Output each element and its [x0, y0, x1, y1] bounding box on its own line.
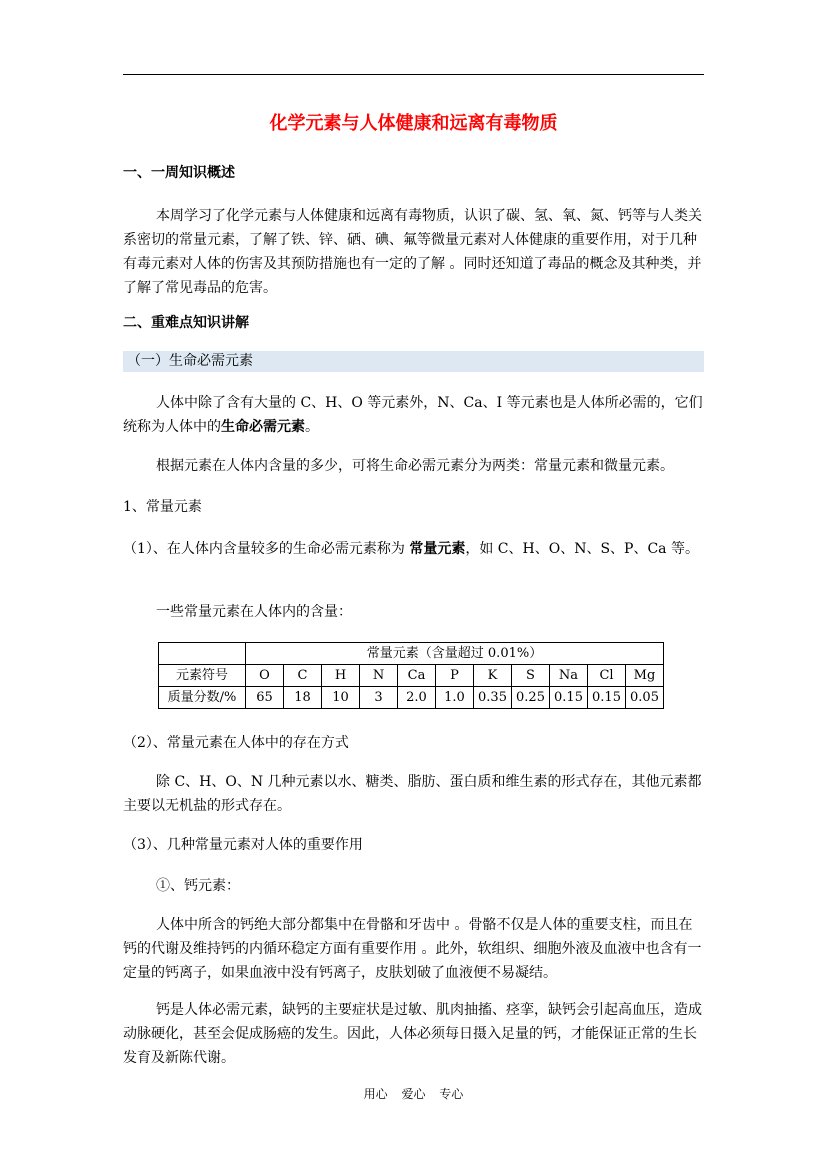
value-cell: 0.15: [588, 687, 626, 709]
classification-paragraph: 根据元素在人体内含量的多少，可将生命必需元素分为两类：常量元素和微量元素。: [156, 458, 674, 474]
symbol-cell: O: [246, 665, 284, 687]
value-cell: 18: [284, 687, 322, 709]
essential-elements-text: 人体中除了含有大量的 C、H、O 等元素外，N、Ca、I 等元素也是人体所必需的，它们统称为人体中的: [123, 395, 703, 435]
symbol-cell: S: [512, 665, 550, 687]
table-symbol-row: [159, 665, 664, 687]
section-1-paragraph: 本周学习了化学元素与人体健康和远离有毒物质，认识了碳、氢、氧、氮、钙等与人类关系密切的常量元素，了解了铁、锌、硒、碘、氟等微量元素对人体健康的重要作用，对于几种有毒元素对人体的伤害及其预防措施也有一定的了解 。同时还知道了毒品的概念及其种类，并了解了常见毒品的危害。: [123, 208, 702, 296]
calcium-heading: ①、钙元素：: [156, 878, 240, 894]
value-cell: 0.05: [626, 687, 664, 709]
subsection-heading-bar: [123, 351, 704, 372]
essential-elements-term: 生命必需元素: [221, 419, 305, 435]
table-corner-cell: [159, 643, 246, 665]
value-cell: 3: [360, 687, 398, 709]
document-title: 化学元素与人体健康和远离有毒物质: [269, 113, 558, 134]
item-1-1-end: ，如 C、H、O、N、S、P、Ca 等。: [465, 541, 699, 557]
item-1-2-paragraph: 除 C、H、O、N 几种元素以水、糖类、脂肪、蛋白质和维生素的形式存在，其他元素都主要以无机盐的形式存在。: [123, 774, 702, 814]
item-1-2-heading: （2）、常量元素在人体中的存在方式: [123, 735, 349, 751]
symbol-cell: P: [436, 665, 474, 687]
symbol-cell: C: [284, 665, 322, 687]
section-1-heading: 一、一周知识概述: [123, 165, 235, 181]
symbol-cell: Ca: [398, 665, 436, 687]
value-cell: 65: [246, 687, 284, 709]
table-intro: 一些常量元素在人体内的含量：: [156, 604, 352, 620]
symbol-cell: N: [360, 665, 398, 687]
subsection-heading: （一）生命必需元素: [127, 353, 253, 369]
row-label-mass-fraction: 质量分数/%: [159, 687, 246, 709]
macro-elements-table: [158, 642, 664, 709]
symbol-cell: Mg: [626, 665, 664, 687]
macro-elements-term: 常量元素: [409, 541, 466, 557]
value-cell: 2.0: [398, 687, 436, 709]
symbol-cell: K: [474, 665, 512, 687]
table-value-row: [159, 687, 664, 709]
value-cell: 0.25: [512, 687, 550, 709]
section-2-heading: 二、重难点知识讲解: [123, 315, 249, 331]
essential-elements-paragraph: [123, 391, 704, 439]
symbol-cell: H: [322, 665, 360, 687]
item-1-1-text: （1）、在人体内含量较多的生命必需元素称为: [123, 541, 410, 557]
table-header-cell: 常量元素（含量超过 0.01%）: [246, 643, 664, 665]
value-cell: 0.35: [474, 687, 512, 709]
row-label-symbol: 元素符号: [159, 665, 246, 687]
calcium-paragraph-1: 人体中所含的钙绝大部分都集中在骨骼和牙齿中 。骨骼不仅是人体的重要支柱，而且在钙的代谢及维持钙的内循环稳定方面有重要作用 。此外，软组织、细胞外液及血液中也含有一定量的钙离子，如果血液中没有钙离子，皮肤划破了血液便不易凝结。: [123, 917, 702, 981]
value-cell: 10: [322, 687, 360, 709]
item-1-3-heading: （3）、几种常量元素对人体的重要作用: [123, 837, 363, 853]
value-cell: 0.15: [550, 687, 588, 709]
symbol-cell: Na: [550, 665, 588, 687]
value-cell: 1.0: [436, 687, 474, 709]
essential-elements-end: 。: [305, 419, 319, 435]
header-rule: [123, 74, 704, 75]
calcium-paragraph-2: 钙是人体必需元素，缺钙的主要症状是过敏、肌肉抽搐、痉挛，缺钙会引起高血压，造成动脉硬化，甚至会促成肠癌的发生。因此，人体必须每日摄入足量的钙，才能保证正常的生长发育及新陈代谢。: [123, 1002, 702, 1066]
page-footer: 用心 爱心 专心: [363, 1087, 464, 1101]
table-header-row: [159, 643, 664, 665]
item-1-heading: 1、常量元素: [123, 499, 202, 515]
item-1-1-paragraph: [123, 537, 704, 561]
symbol-cell: Cl: [588, 665, 626, 687]
